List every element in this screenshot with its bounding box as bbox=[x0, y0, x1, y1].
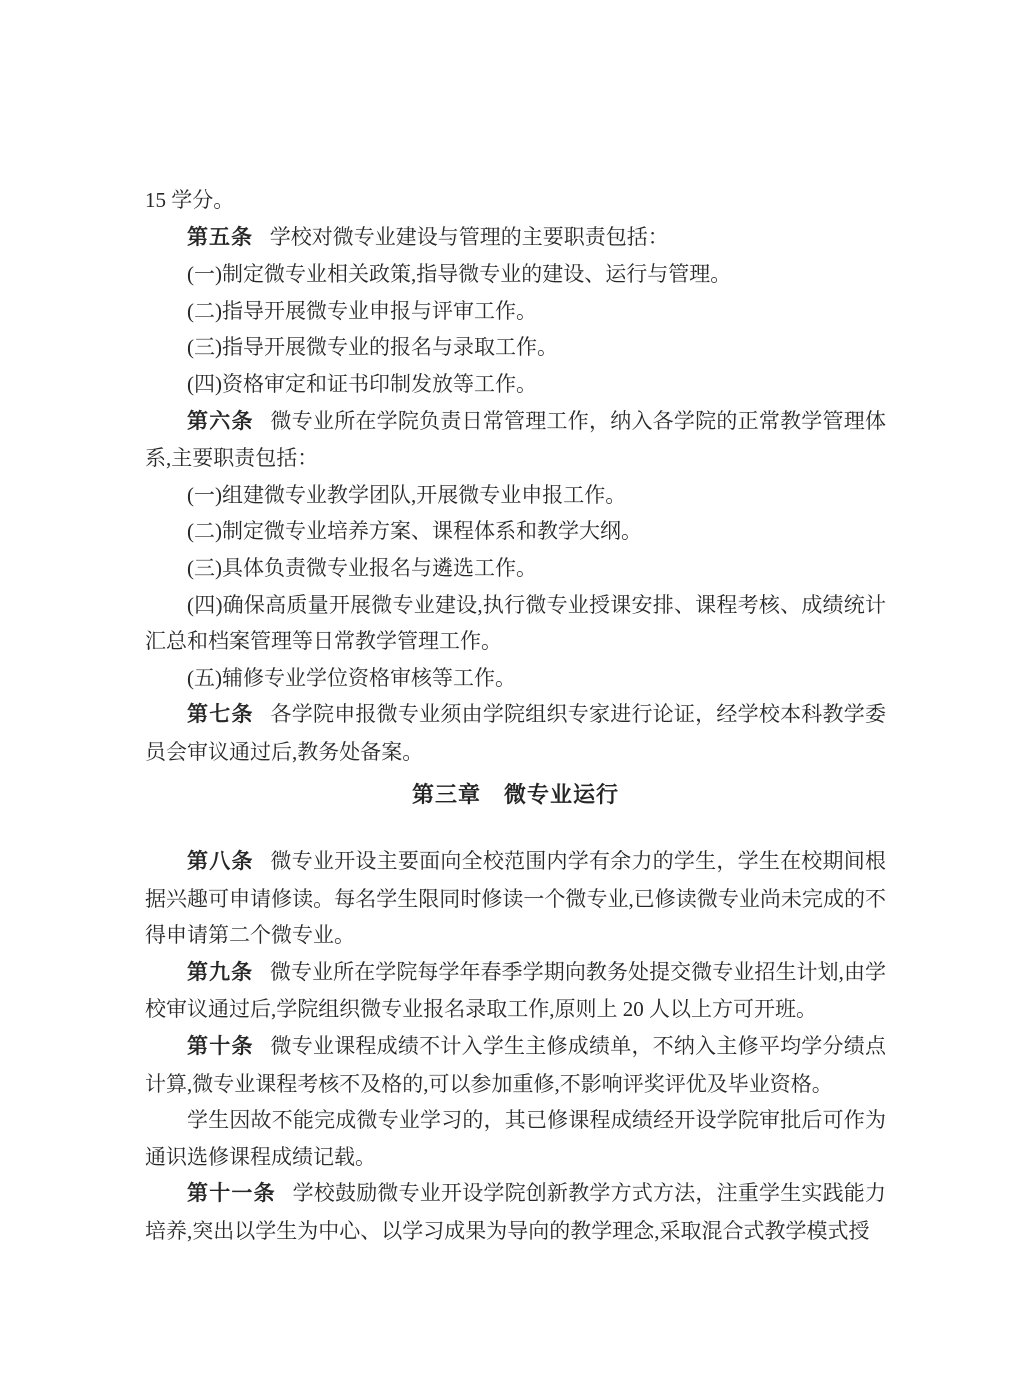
paragraph-text: 微专业所在学院负责日常管理工作，纳入各学院的正常教学管理体系,主要职责包括： bbox=[145, 408, 887, 471]
list-item bbox=[145, 366, 886, 403]
paragraph bbox=[145, 403, 886, 477]
list-item bbox=[145, 513, 886, 550]
article-label: 第十一条 bbox=[187, 1182, 276, 1206]
paragraph-text: (四)资格审定和证书印制发放等工作。 bbox=[187, 371, 537, 396]
paragraph bbox=[145, 1175, 886, 1249]
list-item bbox=[145, 256, 886, 293]
paragraph-text: 学校鼓励微专业开设学院创新教学方式方法，注重学生实践能力培养,突出以学生为中心、以学习成果为导向的教学理念,采取混合式教学模式授 bbox=[145, 1181, 887, 1244]
paragraph-text: 微专业开设主要面向全校范围内学有余力的学生，学生在校期间根据兴趣可申请修读。每名学生限同时修读一个微专业,已修读微专业尚未完成的不得申请第二个微专业。 bbox=[145, 849, 887, 948]
paragraph-text: (三)指导开展微专业的报名与录取工作。 bbox=[187, 335, 558, 360]
chapter-heading: 第三章 微专业运行 bbox=[411, 781, 619, 807]
paragraph bbox=[145, 182, 886, 219]
list-item bbox=[145, 587, 886, 660]
paragraph bbox=[145, 954, 886, 1028]
paragraph-text: (三)具体负责微专业报名与遴选工作。 bbox=[187, 555, 537, 580]
paragraph-text: 15 学分。 bbox=[145, 188, 235, 212]
paragraph bbox=[145, 1028, 886, 1102]
article-label: 第五条 bbox=[187, 225, 253, 249]
paragraph-text: 学校对微专业建设与管理的主要职责包括： bbox=[269, 224, 669, 249]
article-label: 第九条 bbox=[187, 960, 254, 984]
paragraph-text: (一)组建微专业教学团队,开展微专业申报工作。 bbox=[187, 482, 627, 507]
article-label: 第十条 bbox=[187, 1035, 254, 1059]
paragraph bbox=[145, 219, 886, 257]
article-label: 第六条 bbox=[187, 409, 254, 433]
list-item bbox=[145, 660, 886, 697]
list-item bbox=[145, 477, 886, 514]
list-item bbox=[145, 550, 886, 587]
paragraph-text: 学生因故不能完成微专业学习的，其已修课程成绩经开设学院审批后可作为通识选修课程成绩记载。 bbox=[145, 1108, 886, 1169]
paragraph bbox=[145, 696, 886, 770]
paragraph-text: (四)确保高质量开展微专业建设,执行微专业授课安排、课程考核、成绩统计汇总和档案管理等日常教学管理工作。 bbox=[145, 592, 886, 654]
paragraph-text: (二)制定微专业培养方案、课程体系和教学大纲。 bbox=[187, 519, 642, 544]
paragraph-text: (一)制定微专业相关政策,指导微专业的建设、运行与管理。 bbox=[187, 262, 732, 287]
paragraph bbox=[145, 843, 886, 954]
list-item bbox=[145, 293, 886, 330]
document-content bbox=[145, 182, 886, 1250]
paragraph-text: (二)指导开展微专业申报与评审工作。 bbox=[187, 298, 537, 323]
article-label: 第八条 bbox=[187, 850, 254, 874]
paragraph bbox=[145, 1102, 886, 1175]
paragraph-text: (五)辅修专业学位资格审核等工作。 bbox=[187, 665, 516, 690]
paragraph-text: 各学院申报微专业须由学院组织专家进行论证，经学校本科教学委员会审议通过后,教务处备案。 bbox=[145, 702, 887, 764]
paragraph-text: 微专业所在学院每学年春季学期向教务处提交微专业招生计划,由学校审议通过后,学院组织微专业报名录取工作,原则上 20 人以上方可开班。 bbox=[145, 959, 887, 1022]
article-label: 第七条 bbox=[187, 703, 254, 727]
list-item bbox=[145, 329, 886, 366]
paragraph-text: 微专业课程成绩不计入学生主修成绩单，不纳入主修平均学分绩点计算,微专业课程考核不及格的,可以参加重修,不影响评奖评优及毕业资格。 bbox=[145, 1034, 887, 1096]
